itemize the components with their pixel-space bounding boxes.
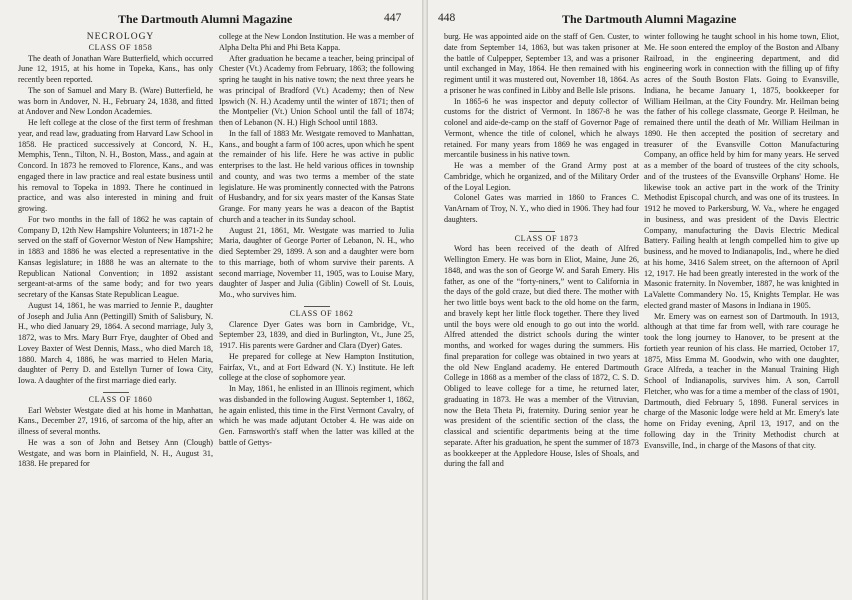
paragraph: Clarence Dyer Gates was born in Cambridge, Vt., September 23, 1839, and died in Burlington, Vt., June 25, 1917. His parents were Gardner and Clara (Dyer) Gates.	[219, 319, 414, 350]
text-column	[219, 32, 414, 594]
paragraph: He left college at the close of the first term of freshman year, and read law, graduating from Harvard Law School in 1858. He practiced successively at Concord, N. H., Memphis, Tenn., Tilton, N. H., Boston, Mass., and again at Concord. In 1873 he removed to Florence, Kans., and was engaged there in law practice and real estate business until his removal to Topeka in 1893. There he continued in practice, and was also interested in mining and fruit growing.	[18, 118, 213, 213]
paragraph: The son of Samuel and Mary B. (Ware) Butterfield, he was born in Andover, N. H., February 24, 1838, and fitted at Andover and New London Academies.	[18, 85, 213, 117]
class-heading: CLASS OF 1858	[88, 42, 153, 52]
paragraph: In the fall of 1883 Mr. Westgate removed to Manhattan, Kans., and bought a farm of 100 acres, upon which he spent the remainder of his life. Here he was active in public enterprises to the last. He held various offices in township and county, and was two terms a member of the state legislature. He was prominently connected with the Patrons of Husbandry, and for six years master of the Kansas State Grange. For many years he was a deacon of the Baptist church and a teacher in its Sunday school.	[219, 128, 414, 224]
paragraph: August 21, 1861, Mr. Westgate was married to Julia Maria, daughter of George Porter of Lebanon, N. H., who died September 29, 1899. A son and a daughter were born to this marriage, both of whom survive their parents. A second marriage, November 11, 1905, was to Louise Mary, daughter of Jasper and Julia (Giblin) Cowell of St. Louis, Mo., who survives him.	[219, 225, 414, 299]
paragraph: August 14, 1861, he was married to Jennie P., daughter of Joseph and Julia Ann (Pettingill) Smith of Salisbury, N. H., who died January 29, 1864. A second marriage, July 3, 1872, was to Mrs. Mary Burr Frye, daughter of Obed and Lovey Baxter of West Dennis, Mass., who died March 18, 1880. March 4, 1886, he was married to Helen Maria, daughter of Perry D. and Estellyn Turner of Iowa City, Iowa. A daughter of the first marriage died early.	[18, 300, 213, 385]
paragraph: In 1865-6 he was inspector and deputy collector of customs for the district of Vermont. In 1867-8 he was colonel and aide-de-camp on the staff of Governor Page of Vermont, whence the title of colonel, which he always retained. For many years from 1869 he was engaged in mercantile business in his native town.	[444, 96, 639, 160]
class-heading: CLASS OF 1860	[88, 394, 153, 404]
running-head: The Dartmouth Alumni Magazine	[118, 12, 293, 26]
text-column	[644, 32, 839, 594]
text-column	[444, 32, 639, 594]
paragraph: Colonel Gates was married in 1860 to Frances C. VanArnam of Troy, N. Y., who died in 1906. They had four daughters.	[444, 193, 639, 224]
paragraph: Earl Webster Westgate died at his home in Manhattan, Kans., December 27, 1916, of sarcoma of the hip, after an illness of several months.	[18, 405, 213, 436]
page-number: 447	[384, 12, 402, 24]
right-page	[428, 0, 852, 600]
paragraph: After graduation he became a teacher, being principal of Chester (Vt.) Academy from February, 1863; the following spring he taught in his native town; the next three years he was principal of Bradford (Vt.) Academy; then of New Ipswich (N. H.) Academy until the winter of 1871; then of the Montpelier (Vt.) Union School until the fall of 1874; then of Lebanon (N. H.) High School until 1883.	[219, 53, 414, 127]
text-column	[18, 32, 213, 594]
running-head: The Dartmouth Alumni Magazine	[562, 12, 737, 26]
page-number: 448	[438, 12, 456, 24]
left-page	[0, 0, 422, 600]
paragraph: He prepared for college at New Hampton Institution, Fairfax, Vt., and at Fort Edward (N. Y.) Institute. He left college at the close of sophomore year.	[219, 351, 414, 383]
section-divider	[103, 392, 129, 393]
paragraph: He was a member of the Grand Army post at Cambridge, which he organized, and of the Military Order of the Loyal Legion.	[444, 161, 639, 192]
paragraph: Word has been received of the death of Alfred Wellington Emery. He was born in Eliot, Maine, June 26, 1848, and was the son of George W. and Sarah Emery. His father, as one of the “forty-niners,” went to California in the days of the gold craze, but died there. The mother with her two little boys went back to the old home on the farm, and bravely kept her little flock together. There they lived until the boys were old enough to go out into the world. Alfred attended the district schools during the winter months, and worked for wages during the summers. His final preparation for college was obtained in two years at the old New England academy. He entered Dartmouth College in 1868 as a member of the class of 1872, C. S. D. Obliged to leave college for a time, he returned later, graduating in 1873. He was a member of the Vitruvian, now the Beta Theta Pi, fraternity. During senior year he was president of the scientific section of the class, the classical and scientific departments being at the time separate. After his graduation, he spent the summer of 1873 as bookkeeper at the Appledore House, Isles of Shoals, and during the fall and	[444, 244, 639, 469]
paragraph: In May, 1861, he enlisted in an Illinois regiment, which was disbanded in the following August. September 1, 1862, he again enlisted, this time in the First Vermont Cavalry, of which he was made adjutant October 4. He was aide on Gen. Farnsworth's staff when the latter was killed at the battle of Gettys-	[219, 384, 414, 447]
class-heading: CLASS OF 1873	[514, 233, 579, 243]
section-divider	[304, 306, 330, 307]
class-heading: CLASS OF 1862	[289, 308, 354, 318]
paragraph: winter following he taught school in his home town, Eliot, Me. He soon entered the employ of the Boston and Albany Railroad, in the engineering department, and did engineering work in connection with the filling up of fifty acres of the South Boston Flats. Going to Evansville, Indiana, he became January 1, 1875, bookkeeper for William Heilman, at the City Foundry. Mr. Heilman being the father of his college classmate, George P. Heilman, he remained there until the death of Mr. William Heilman in 1890. He then accepted the position of secretary and treasurer of the Evansville Cotton Manufacturing Company, an office held by him for many years. He served as a member of the board of trustees of the city schools, and of the trustees of the Evansville Orphans' Home. He likewise took an active part in the work of the Trinity Methodist Episcopal church, and was one of its trustees. In 1912 he moved to Parkersburg, W. Va., where he engaged in business, and was president of the Davis Electric Company, manufacturing the Davis Electric Medical Battery. Failing health at length compelled him to give up business, and he moved to Indianapolis, Ind., where he died at his home, 3416 Salem street, on the afternoon of April 12, 1917. He had been greatly interested in the work of the Masonic fraternity. In November, 1887, he was knighted in LaValette Commandery No. 15, Knights Templar. He was elected grand master of Masons in Indiana in 1905.	[644, 32, 839, 310]
paragraph: The death of Jonathan Ware Butterfield, which occurred June 12, 1915, at his home in Topeka, Kans., has only recently been reported.	[18, 53, 213, 84]
paragraph: Mr. Emery was on earnest son of Dartmouth. In 1913, although at that time far from well, with rare courage he took the long journey to Hanover, to be present at the fortieth year reunion of his class. He married, October 17, 1875, Miss Emma M. Goodwin, who with one daughter, Grace Alfreda, a teacher in the Manual Training High School of Indianapolis, survives him. A son, Carroll Fletcher, who was for a time a member of the class of 1901, Dartmouth, died February 5, 1898. Funeral services in charge of the Masonic lodge were held at Mr. Emery's late home on Friday evening, April 13, 1917, and on the following day in the Trinity Methodist church at Evansville, Ind., in charge of the Masons of that city.	[644, 311, 839, 450]
section-divider	[529, 231, 555, 232]
paragraph: For two months in the fall of 1862 he was captain of Company D, 12th New Hampshire Volunteers; in 1871-2 he served on the staff of Governor Weston of New Hampshire; in 1883 and 1886 he was elected a representative in the Kansas legislature; in 1888 he was an alternate to the Republican National Convention; in 1892 assistant sergeant-at-arms of the same body; and for two years secretary of the Kansas State Republican League.	[18, 214, 213, 299]
paragraph: He was a son of John and Betsey Ann (Clough) Westgate, and was born in Plainfield, N. H., August 31, 1838. He prepared for	[18, 437, 213, 469]
paragraph: college at the New London Institution. He was a member of Alpha Delta Phi and Phi Beta Kappa.	[219, 32, 414, 52]
section-heading: NECROLOGY	[86, 32, 155, 42]
paragraph: burg. He was appointed aide on the staff of Gen. Custer, to date from September 14, 1863, but was taken prisoner at the battle of Culpepper, September 13, and was a prisoner until exchanged in May, 1864. He then remained with his regiment until it was mustered out, November 18, 1864. As a prisoner he was confined in Libby and Belle Isle prisons.	[444, 32, 639, 95]
